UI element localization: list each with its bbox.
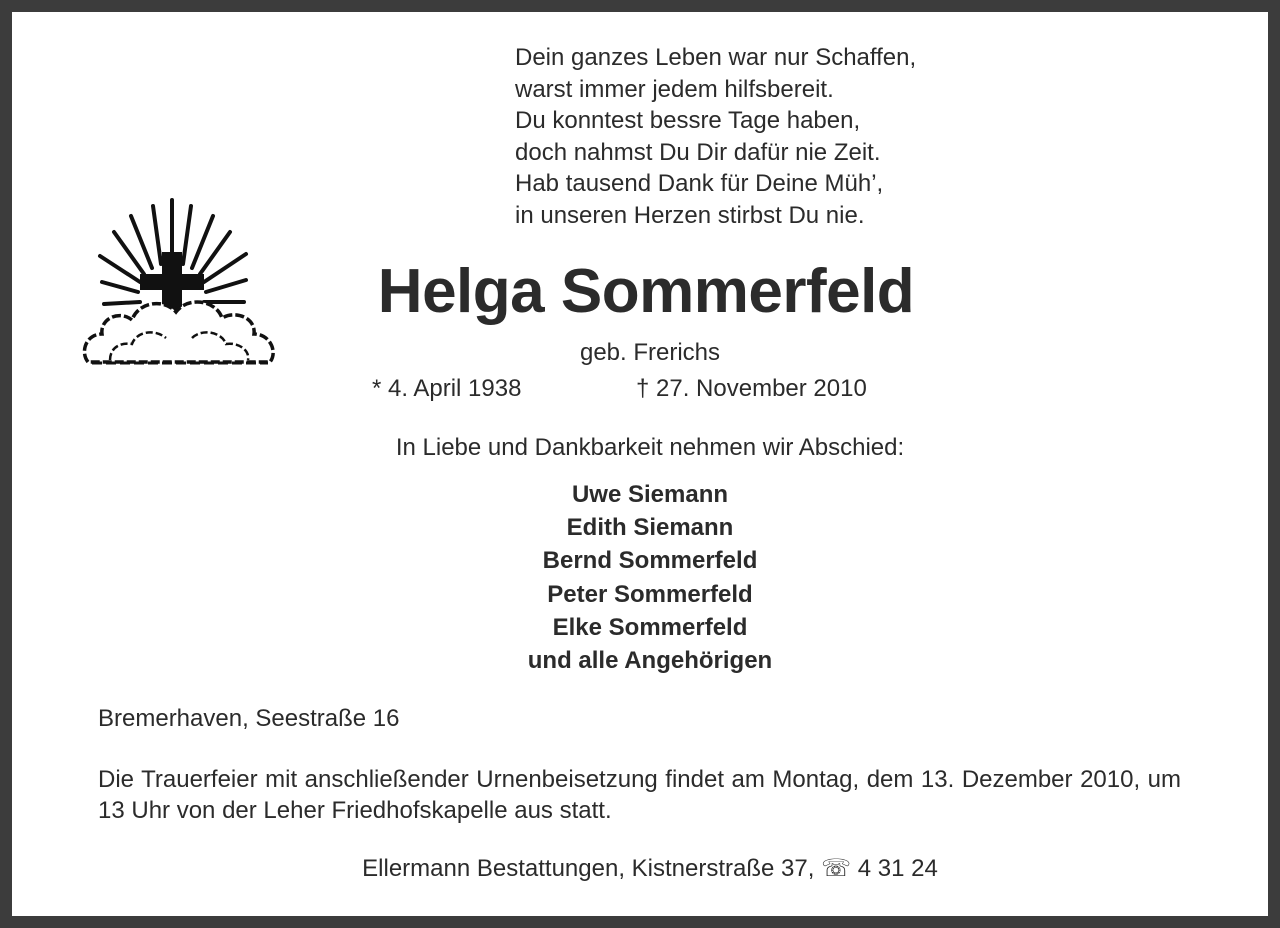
- mourner-name: Edith Siemann: [566, 514, 734, 542]
- poem-line: Dein ganzes Leben war nur Schaffen,: [515, 44, 917, 71]
- poem: [515, 42, 916, 231]
- mourners-list: [12, 478, 1268, 677]
- poem-line: doch nahmst Du Dir dafür nie Zeit.: [515, 138, 881, 166]
- mourner-name: Bernd Sommerfeld: [542, 547, 758, 575]
- poem-line: warst immer jedem hilfsbereit.: [515, 75, 834, 103]
- death-date: † 27. November 2010: [636, 375, 867, 402]
- poem-line: Du konntest bessre Tage haben,: [515, 107, 861, 134]
- deceased-name: Helga Sommerfeld: [377, 257, 915, 326]
- birth-date: * 4. April 1938: [372, 375, 522, 402]
- mourner-name: Peter Sommerfeld: [547, 580, 753, 608]
- mourner-name: Elke Sommerfeld: [552, 613, 748, 641]
- poem-line: in unseren Herzen stirbst Du nie.: [515, 201, 865, 229]
- poem-line: Hab tausend Dank für Deine Müh’,: [515, 170, 884, 197]
- obituary-notice: [12, 12, 1268, 916]
- mourner-name: und alle Angehörigen: [527, 647, 773, 675]
- mourner-name: Uwe Siemann: [571, 481, 729, 508]
- family-address: Bremerhaven, Seestraße 16: [98, 705, 400, 732]
- farewell-line: In Liebe und Dankbarkeit nehmen wir Abschied:: [395, 434, 905, 461]
- maiden-name: geb. Frerichs: [579, 339, 721, 366]
- undertaker-contact: Ellermann Bestattungen, Kistnerstraße 37, ☏ 4 31 24: [362, 855, 938, 882]
- ceremony-announcement: Die Trauerfeier mit anschließender Urnenbeisetzung findet am Montag, dem 13. Dezember 2010, um 13 Uhr von der Leher Friedhofskapelle aus statt.: [98, 766, 1181, 824]
